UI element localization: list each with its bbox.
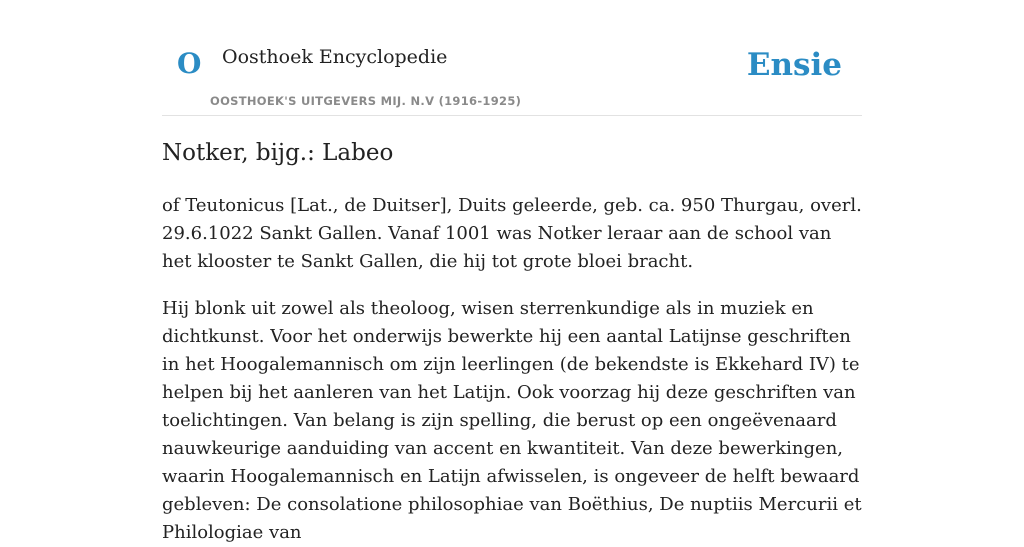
article-paragraph-1: of Teutonicus [Lat., de Duitser], Duits geleerde, geb. ca. 950 Thurgau, overl. 29.6.1022 Sankt Gallen. Vanaf 1001 was Notker leraar aan de school van het klooster te Sankt Gallen, die hij tot grote bloei bracht. [162, 195, 862, 272]
header [162, 0, 862, 116]
page [162, 0, 862, 543]
publication-title[interactable]: Oosthoek Encyclopedie [222, 46, 448, 68]
ensie-logo[interactable]: Ensie [746, 47, 842, 83]
article-paragraph-2: Hij blonk uit zowel als theoloog, wisen sterrenkundige als in muziek en dichtkunst. Voor het onderwijs bewerkte hij een aantal Latijnse geschriften in het Hoogalemannisch om zijn leerlingen (de bekendste is Ekkehard IV) te helpen bij het aanleren van het Latijn. Ook voorzag hij deze geschriften van toelichtingen. Van belang is zijn spelling, die berust op een ongeëvenaard nauwkeurige aanduiding van accent en kwantiteit. Van deze bewerkingen, waarin Hoogalemannisch en Latijn afwisselen, is ongeveer de helft bewaard gebleven: De consolatione philosophiae van Boëthius, De nuptiis Mercurii et Philologiae van [162, 298, 862, 543]
publication-logo[interactable]: O [177, 47, 202, 80]
publisher-subtitle: OOSTHOEK'S UITGEVERS MIJ. N.V (1916-1925) [210, 94, 522, 108]
article-title: Notker, bijg.: Labeo [162, 140, 394, 166]
